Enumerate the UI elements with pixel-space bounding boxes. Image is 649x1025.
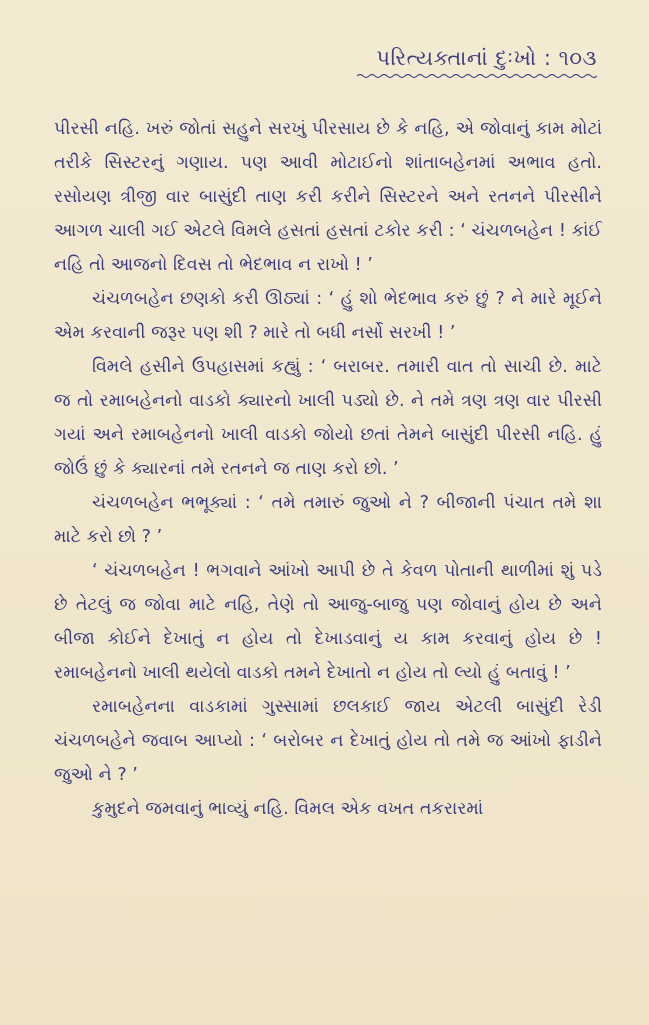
paragraph-7: કુમુદને જમવાનું ભાવ્યું નહિ. વિમલ એક વખત તકરારમાં <box>92 799 484 819</box>
paragraph-1: પીરસી નહિ. ખરું જોતાં સહુને સરખું પીરસાય છે કે નહિ, એ જોવાનું કામ મોટાં તરીકે સિસ્ટરનું ગણાય. પણ આવી મોટાઈનો શાંતાબહેનમાં અભાવ હતો. રસોયણ ત્રીજી વાર બાસુંદી તાણ કરી કરીને સિસ્ટરને અને રતનને પીરસીને આગળ ચાલી ગઈ એટલે વિમલે હસતાં હસતાં ટકોર કરી : ‘ ચંચળબહેન ! કાંઈ નહિ તો આજનો દિવસ તો ભેદભાવ ન રાખો ! ’ <box>54 119 602 275</box>
paragraph-5: ‘ ચંચળબહેન ! ભગવાને આંખો આપી છે તે કેવળ પોતાની થાળીમાં શું પડે છે તેટલું જ જોવા માટે નહિ, તેણે તો આજુ-બાજુ પણ જોવાનું હોય છે અને બીજા કોઈને દેખાતું ન હોય તો દેખાડવાનું ય કામ કરવાનું હોય છે ! રમાબહેનનો ખાલી થયેલો વાડકો તમને દેખાતો ન હોય તો લ્યો હું બતાવું ! ’ <box>54 561 602 683</box>
paragraph-2: ચંચળબહેન છણકો કરી ઊઠ્યાં : ‘ હું શો ભેદભાવ કરું છું ? ને મારે મૂઈને એમ કરવાની જરૂર પણ શી ? મારે તો બધી નર્સો સરખી ! ’ <box>54 289 602 343</box>
paragraph-6: રમાબહેનના વાડકામાં ગુસ્સામાં છલકાઈ જાય એટલી બાસુંદી રેડી ચંચળબહેને જવાબ આપ્યો : ‘ બરોબર ન દેખાતું હોય તો તમે જ આંખો ફાડીને જુઓ ને ? ’ <box>54 697 602 785</box>
paragraph-3: વિમલે હસીને ઉપહાસમાં કહ્યું : ‘ બરાબર. તમારી વાત તો સાચી છે. માટે જ તો રમાબહેનનો વાડકો ક્યારનો ખાલી પડ્યો છે. ને તમે ત્રણ ત્રણ વાર પીરસી ગયાં અને રમાબહેનનો ખાલી વાડકો જોયો છતાં તેમને બાસુંદી પીરસી નહિ. હું જોઉં છું કે ક્યારનાં તમે રતનને જ તાણ કરો છો. ’ <box>54 357 602 479</box>
running-header <box>357 46 597 79</box>
paragraph-4: ચંચળબહેન ભભૂક્યાં : ‘ તમે તમારું જુઓ ને ? બીજાની પંચાત તમે શા માટે કરો છો ? ’ <box>54 493 602 547</box>
header-wavy-rule <box>357 73 597 79</box>
body-text <box>54 112 602 826</box>
running-head-text: પરિત્યક્તાનાં દુઃખો : ૧૦૩ <box>376 46 597 70</box>
